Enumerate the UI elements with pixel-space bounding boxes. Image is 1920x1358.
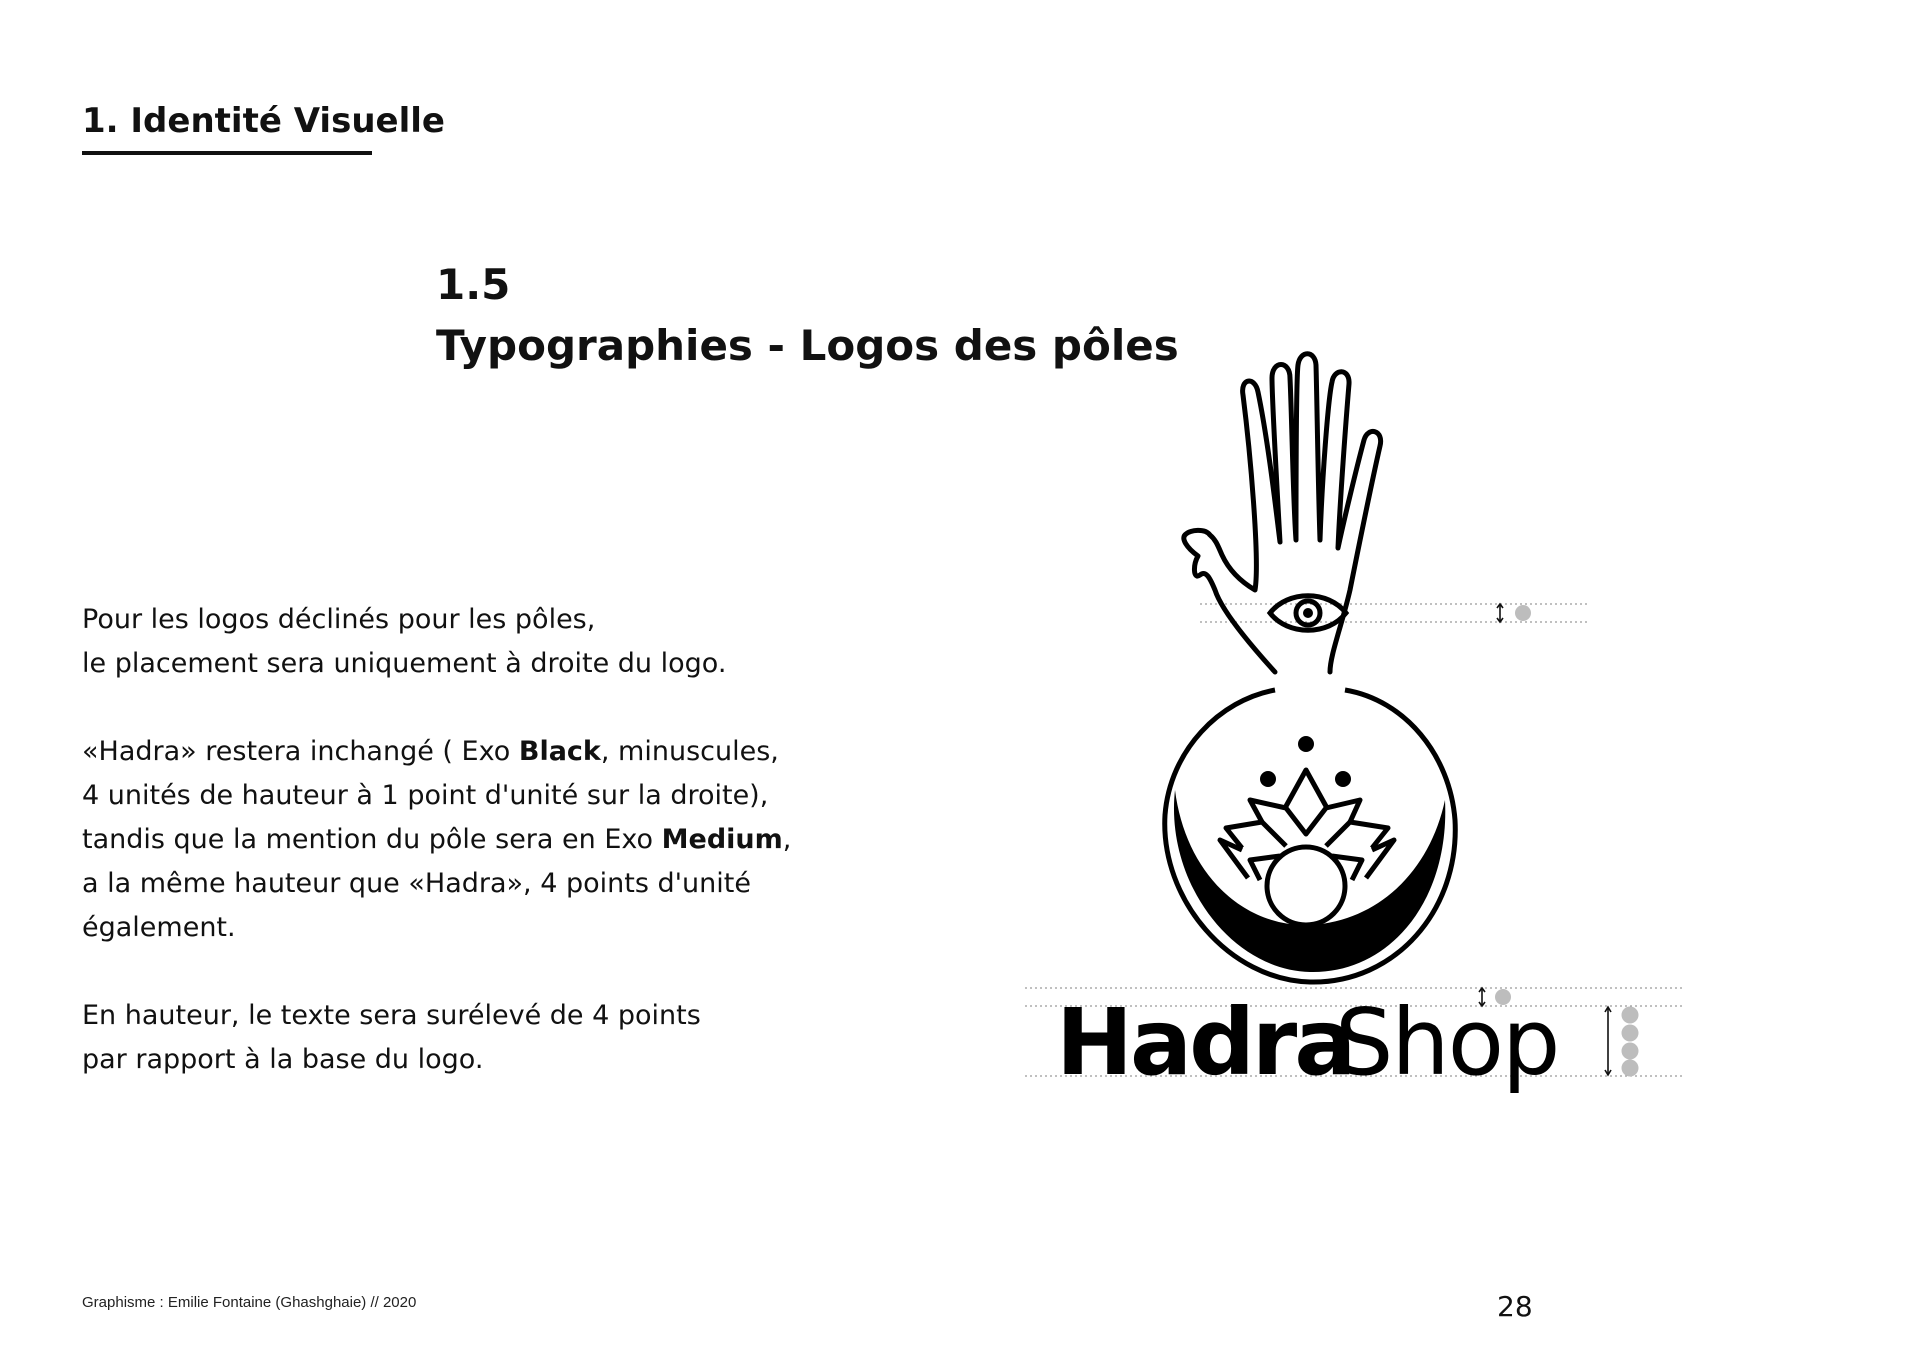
font-weight-medium: Medium [661,824,783,855]
text-line: «Hadra» restera inchangé ( Exo Black, minuscules, [82,736,779,767]
double-arrow-icon [1605,1007,1611,1075]
text-line: également. [82,912,236,943]
eye-icon [1270,596,1346,631]
unit-dot [1622,1025,1639,1042]
heading-number: 1.5 [436,260,511,309]
text-line: En hauteur, le texte sera surélevé de 4 points [82,1000,701,1031]
unit-dot [1622,1043,1639,1060]
text-line: le placement sera uniquement à droite du logo. [82,648,727,679]
footer-credit: Graphisme : Emilie Fontaine (Ghashghaie) // 2020 [82,1294,417,1311]
unit-dot [1515,605,1531,621]
page-number: 28 [1497,1290,1533,1323]
moon-circle-icon [1165,690,1456,982]
heading-title: Typographies - Logos des pôles [436,321,1179,371]
double-arrow-icon [1497,604,1503,622]
wordmark-hadra: Hadra [1056,989,1354,1096]
text-line: par rapport à la base du logo. [82,1044,484,1075]
text-line: 4 unités de hauteur à 1 point d'unité sur la droite), [82,780,769,811]
lotus-icon [1220,736,1394,925]
text-line: a la même hauteur que «Hadra», 4 points d'unité [82,868,751,899]
section-title: 1. Identité Visuelle [82,101,445,141]
wordmark-shop: Shop [1335,989,1559,1096]
unit-dot [1622,1007,1639,1024]
font-weight-black: Black [518,736,601,767]
hadra-shop-wordmark [1056,989,1558,1096]
unit-dot [1622,1060,1639,1077]
text-line: tandis que la mention du pôle sera en Exo Medium, [82,824,792,855]
text-line: Pour les logos déclinés pour les pôles, [82,604,596,635]
